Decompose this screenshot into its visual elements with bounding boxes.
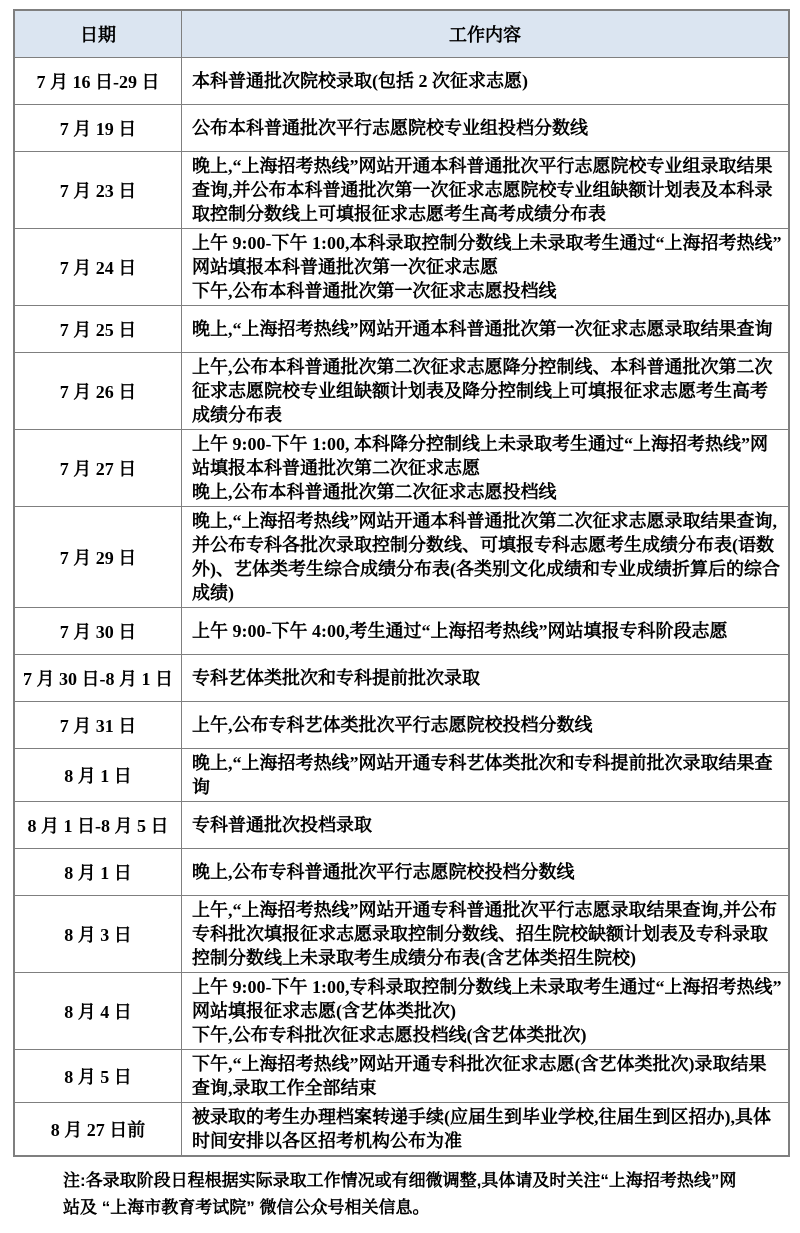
content-line: 晚上,公布专科普通批次平行志愿院校投档分数线 <box>192 862 575 882</box>
content-line: 晚上,“上海招考热线”网站开通本科普通批次平行志愿院校专业组录取结果查询,并公布本科普通批次第一次征求志愿院校专业组缺额计划表及本科录取控制分数线上可填报征求志愿考生高考成绩分布表 <box>192 156 773 224</box>
table-row <box>14 802 789 849</box>
date-cell: 8 月 4 日 <box>14 973 182 1050</box>
content-line: 专科普通批次投档录取 <box>192 815 372 835</box>
content-cell <box>182 353 790 430</box>
date-cell: 8 月 27 日前 <box>14 1103 182 1157</box>
header-cell-work-content: 工作内容 <box>182 10 790 58</box>
content-cell <box>182 507 790 608</box>
table-row <box>14 749 789 802</box>
header-cell-date: 日期 <box>14 10 182 58</box>
date-cell: 7 月 31 日 <box>14 702 182 749</box>
schedule-table-head <box>14 10 789 58</box>
content-line: 专科艺体类批次和专科提前批次录取 <box>192 668 480 688</box>
date-cell: 8 月 1 日-8 月 5 日 <box>14 802 182 849</box>
table-row <box>14 896 789 973</box>
content-line: 下午,公布专科批次征求志愿投档线(含艺体类批次) <box>192 1025 587 1045</box>
content-line: 晚上,公布本科普通批次第二次征求志愿投档线 <box>192 482 557 502</box>
content-cell <box>182 973 790 1050</box>
table-row <box>14 702 789 749</box>
date-cell: 7 月 26 日 <box>14 353 182 430</box>
date-cell: 8 月 3 日 <box>14 896 182 973</box>
content-cell <box>182 1050 790 1103</box>
date-cell: 7 月 23 日 <box>14 152 182 229</box>
table-row <box>14 1050 789 1103</box>
table-row <box>14 1103 789 1157</box>
header-row <box>14 10 789 58</box>
content-line: 上午,公布专科艺体类批次平行志愿院校投档分数线 <box>192 715 593 735</box>
content-line: 上午 9:00-下午 1:00, 本科降分控制线上未录取考生通过“上海招考热线”网站填报本科普通批次第二次征求志愿 <box>192 434 768 478</box>
date-cell: 7 月 30 日 <box>14 608 182 655</box>
date-cell: 7 月 16 日-29 日 <box>14 58 182 105</box>
content-cell <box>182 58 790 105</box>
date-cell: 7 月 29 日 <box>14 507 182 608</box>
content-line: 上午 9:00-下午 4:00,考生通过“上海招考热线”网站填报专科阶段志愿 <box>192 621 728 641</box>
content-cell <box>182 849 790 896</box>
content-cell <box>182 655 790 702</box>
date-cell: 8 月 5 日 <box>14 1050 182 1103</box>
content-line: 公布本科普通批次平行志愿院校专业组投档分数线 <box>192 118 588 138</box>
content-line: 下午,“上海招考热线”网站开通专科批次征求志愿(含艺体类批次)录取结果查询,录取工作全部结束 <box>192 1054 767 1098</box>
content-line: 本科普通批次院校录取(包括 2 次征求志愿) <box>192 71 528 91</box>
schedule-table-body <box>14 58 789 1157</box>
content-cell <box>182 896 790 973</box>
table-row <box>14 608 789 655</box>
content-cell <box>182 430 790 507</box>
content-cell <box>182 749 790 802</box>
table-row <box>14 229 789 306</box>
date-cell: 7 月 24 日 <box>14 229 182 306</box>
table-row <box>14 507 789 608</box>
content-cell <box>182 306 790 353</box>
content-line: 被录取的考生办理档案转递手续(应届生到毕业学校,往届生到区招办),具体时间安排以各区招考机构公布为准 <box>192 1107 771 1151</box>
table-row <box>14 973 789 1050</box>
content-line: 上午 9:00-下午 1:00,专科录取控制分数线上未录取考生通过“上海招考热线”网站填报征求志愿(含艺体类批次) <box>192 977 782 1021</box>
content-line: 下午,公布本科普通批次第一次征求志愿投档线 <box>192 281 557 301</box>
date-cell: 8 月 1 日 <box>14 749 182 802</box>
table-row <box>14 655 789 702</box>
table-row <box>14 430 789 507</box>
footnote: 注:各录取阶段日程根据实际录取工作情况或有细微调整,具体请及时关注“上海招考热线”网站及 “上海市教育考试院” 微信公众号相关信息。 <box>63 1171 737 1217</box>
content-cell <box>182 608 790 655</box>
content-line: 晚上,“上海招考热线”网站开通专科艺体类批次和专科提前批次录取结果查询 <box>192 753 773 797</box>
table-row <box>14 58 789 105</box>
content-cell <box>182 105 790 152</box>
content-line: 上午,公布本科普通批次第二次征求志愿降分控制线、本科普通批次第二次征求志愿院校专业组缺额计划表及降分控制线上可填报征求志愿考生高考成绩分布表 <box>192 357 773 425</box>
schedule-table <box>13 9 790 1157</box>
date-cell: 7 月 30 日-8 月 1 日 <box>14 655 182 702</box>
content-cell <box>182 152 790 229</box>
content-line: 上午 9:00-下午 1:00,本科录取控制分数线上未录取考生通过“上海招考热线”网站填报本科普通批次第一次征求志愿 <box>192 233 782 277</box>
content-cell <box>182 229 790 306</box>
table-row <box>14 849 789 896</box>
date-cell: 8 月 1 日 <box>14 849 182 896</box>
content-cell <box>182 702 790 749</box>
content-cell <box>182 1103 790 1157</box>
table-row <box>14 353 789 430</box>
date-cell: 7 月 19 日 <box>14 105 182 152</box>
content-line: 上午,“上海招考热线”网站开通专科普通批次平行志愿录取结果查询,并公布专科批次填报征求志愿录取控制分数线、招生院校缺额计划表及专科录取控制分数线上未录取考生成绩分布表(含艺体类招生院校) <box>192 900 777 968</box>
date-cell: 7 月 27 日 <box>14 430 182 507</box>
content-cell <box>182 802 790 849</box>
table-row <box>14 152 789 229</box>
content-line: 晚上,“上海招考热线”网站开通本科普通批次第一次征求志愿录取结果查询 <box>192 319 773 339</box>
table-row <box>14 105 789 152</box>
date-cell: 7 月 25 日 <box>14 306 182 353</box>
content-line: 晚上,“上海招考热线”网站开通本科普通批次第二次征求志愿录取结果查询,并公布专科各批次录取控制分数线、可填报专科志愿考生成绩分布表(语数外)、艺体类考生综合成绩分布表(各类别文化成绩和专业成绩折算后的综合成绩) <box>192 511 780 603</box>
table-row <box>14 306 789 353</box>
